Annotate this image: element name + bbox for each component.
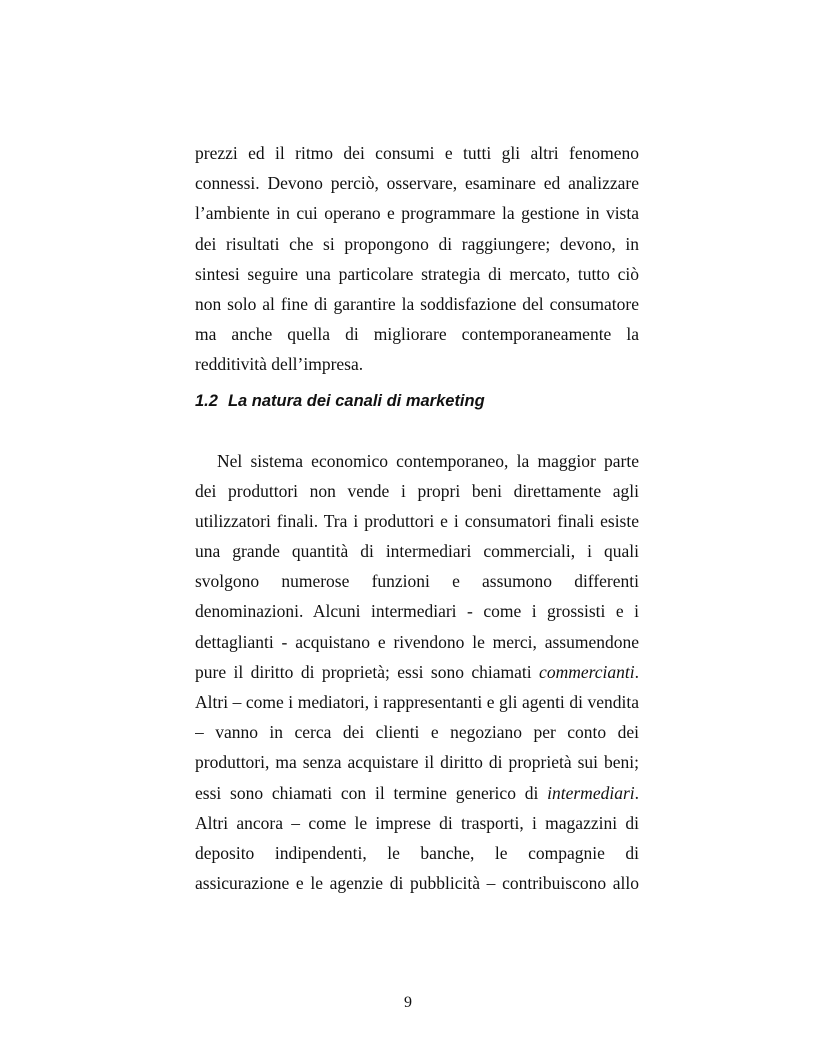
emphasized-term: commercianti <box>539 661 635 682</box>
text-line: dei produttori non vende i propri beni direttamente agli <box>195 480 639 501</box>
page-number: 9 <box>404 994 412 1011</box>
section-number: 1.2 <box>195 391 218 410</box>
line-text: . <box>634 661 639 682</box>
text-line: ma anche quella di migliorare contemporaneamente la <box>195 324 639 345</box>
text-line: utilizzatori finali. Tra i produttori e i consumatori finali esiste <box>195 510 639 531</box>
text-line: una grande quantità di intermediari commerciali, i quali <box>195 541 639 562</box>
text-line <box>195 657 639 687</box>
line-text: pure il diritto di proprietà; essi sono chiamati <box>195 661 540 682</box>
page-body <box>195 138 639 898</box>
text-line: Altri ancora – come le imprese di trasporti, i magazzini di <box>195 812 639 833</box>
text-line: deposito indipendenti, le banche, le compagnie di <box>195 842 639 863</box>
section-title: La natura dei canali di marketing <box>227 391 485 410</box>
text-line: redditività dell’impresa. <box>195 354 364 375</box>
line-text: . <box>634 782 639 803</box>
text-line: l’ambiente in cui operano e programmare la gestione in vista <box>195 203 639 224</box>
text-line: prezzi ed il ritmo dei consumi e tutti gli altri fenomeno <box>195 143 639 163</box>
paragraph-2 <box>195 446 639 899</box>
text-line: dei risultati che si propongono di raggiungere; devono, in <box>195 233 639 254</box>
text-line: assicurazione e le agenzie di pubblicità – contribuiscono allo <box>195 873 639 894</box>
text-line: produttori, ma senza acquistare il diritto di proprietà sui beni; <box>195 752 639 773</box>
text-line <box>195 778 639 808</box>
text-line: Nel sistema economico contemporaneo, la maggior parte <box>217 450 639 471</box>
text-line: non solo al fine di garantire la soddisfazione del consumatore <box>195 293 639 314</box>
paragraph-1 <box>195 138 639 380</box>
text-line: sintesi seguire una particolare strategia di mercato, tutto ciò <box>195 263 639 284</box>
text-line: connessi. Devono perciò, osservare, esaminare ed analizzare <box>195 173 639 194</box>
text-line: denominazioni. Alcuni intermediari - come i grossisti e i <box>195 601 639 622</box>
text-line: – vanno in cerca dei clienti e negoziano per conto dei <box>195 722 639 743</box>
emphasized-term: intermediari <box>547 782 635 803</box>
line-text: essi sono chiamati con il termine generico di <box>195 782 548 803</box>
section-heading <box>195 390 639 412</box>
text-line: svolgono numerose funzioni e assumono differenti <box>195 571 639 592</box>
text-line: dettaglianti - acquistano e rivendono le merci, assumendone <box>195 631 639 652</box>
text-line: Altri – come i mediatori, i rappresentanti e gli agenti di vendita <box>195 692 639 712</box>
